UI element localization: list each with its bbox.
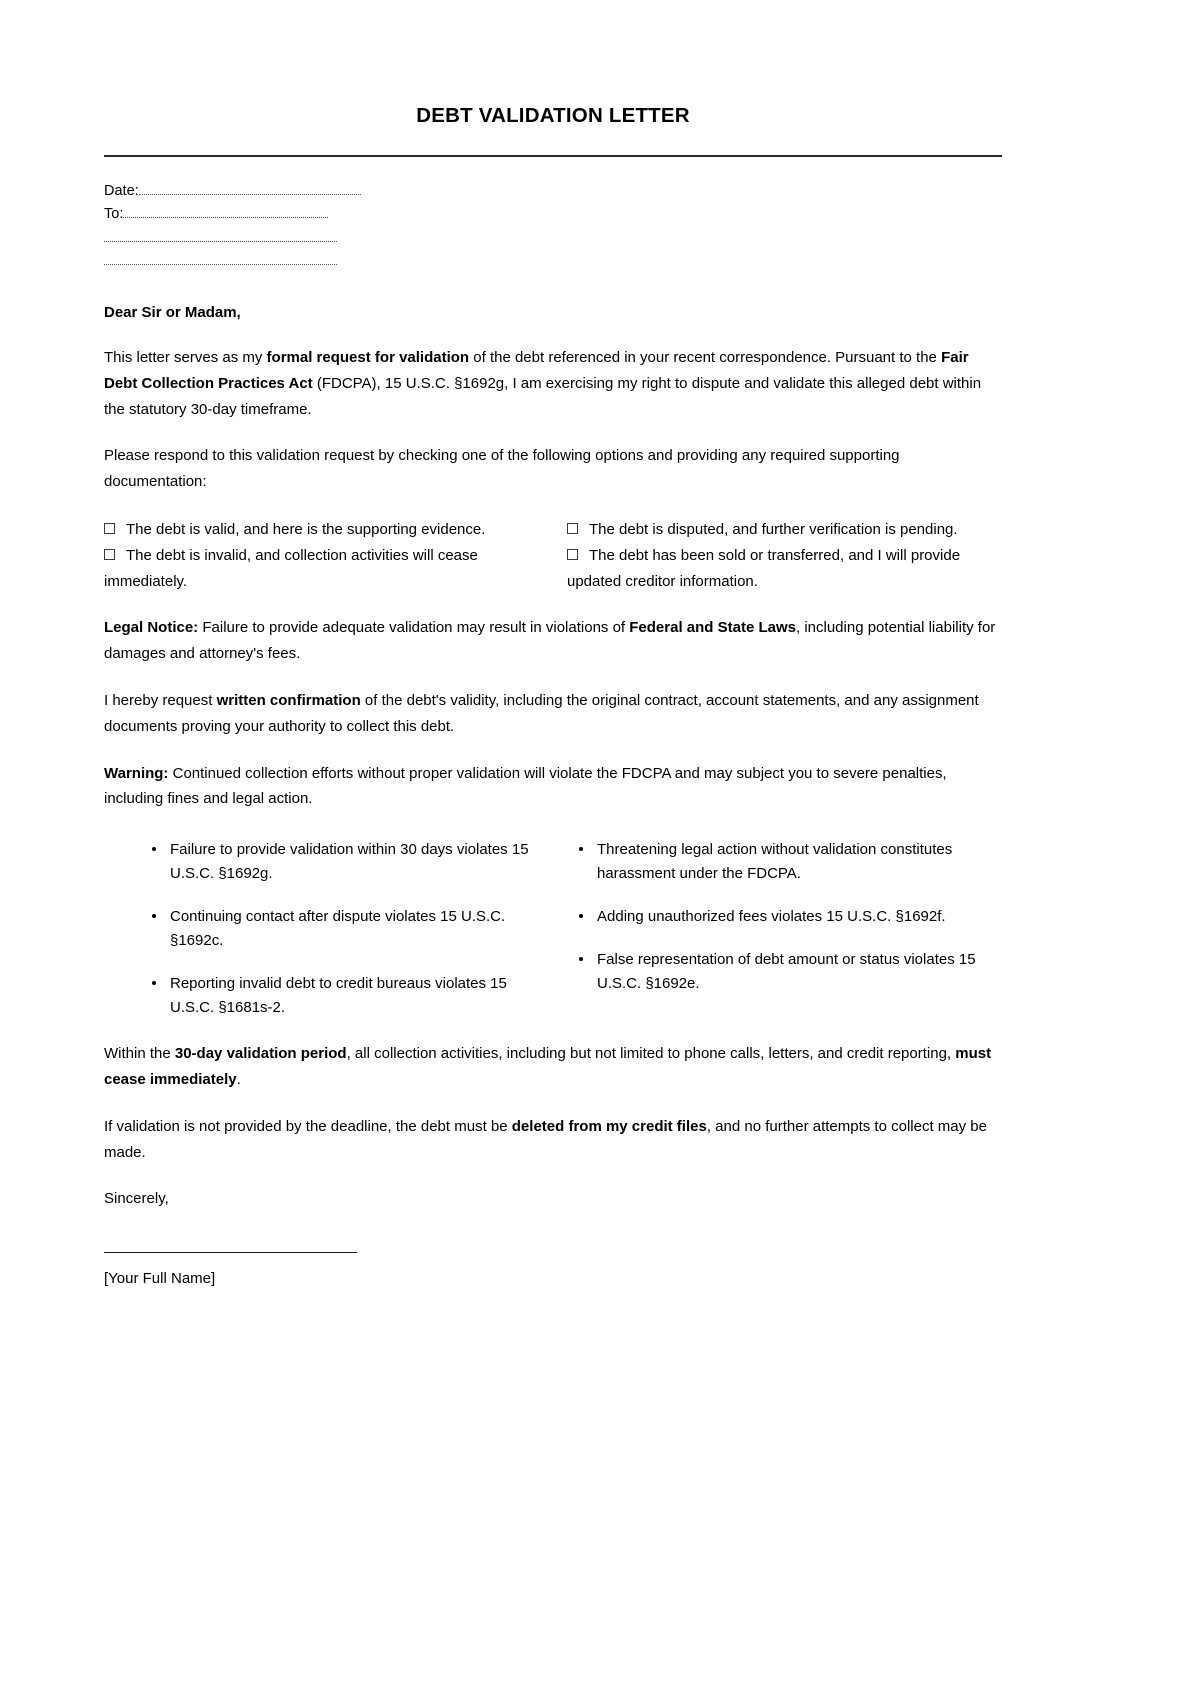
violations-column-left (104, 838, 553, 1020)
to-input-line[interactable] (123, 204, 328, 218)
legal-notice-label: Legal Notice: (104, 619, 199, 637)
legal-notice-text-2: , including potential liability for damages and attorney's fees. (104, 619, 996, 663)
closing-salutation: Sincerely, (104, 1190, 169, 1208)
signature-line[interactable] (104, 1252, 357, 1253)
within-text-3: . (236, 1070, 241, 1088)
deadline-paragraph (104, 1114, 1002, 1166)
option-label: The debt is disputed, and further verification is pending. (589, 521, 958, 539)
within-text-2: , all collection activities, including but not limited to phone calls, letters, and credit reporting, (346, 1045, 956, 1063)
violations-column-right (553, 838, 1002, 1020)
intro-text-2: of the debt referenced in your recent correspondence. Pursuant to the (469, 349, 942, 367)
checkbox-icon[interactable] (104, 523, 115, 534)
option-debt-valid[interactable] (104, 517, 553, 543)
letter-header-fields (104, 180, 1002, 274)
request-emphasis: written confirmation (216, 692, 361, 709)
option-debt-sold[interactable] (567, 543, 1002, 595)
violations-list-right (575, 838, 1002, 996)
written-confirmation-paragraph (104, 688, 1002, 740)
request-text-1: I hereby request (104, 692, 217, 709)
list-item: False representation of debt amount or status violates 15 U.S.C. §1692e. (575, 948, 1002, 996)
legal-notice-paragraph (104, 615, 1002, 667)
option-debt-disputed[interactable] (567, 517, 1002, 543)
intro-emphasis-2: Fair Debt Collection Practices Act (104, 349, 969, 392)
checkbox-icon[interactable] (567, 523, 578, 534)
deadline-text-2: , and no further attempts to collect may be made. (104, 1117, 987, 1161)
within-text-1: Within the (104, 1045, 175, 1063)
violations-grid (104, 838, 1002, 1020)
warning-text: Continued collection efforts without proper validation will violate the FDCPA and may subject you to severe penalties, including fines and legal action. (104, 764, 947, 808)
address-line-1-row (104, 227, 1002, 250)
address-line-2-row (104, 250, 1002, 273)
intro-text-3: (FDCPA), 15 U.S.C. §1692g, I am exercising my right to dispute and validate this alleged debt within the statutory 30-day timeframe. (104, 374, 982, 418)
list-item: Failure to provide validation within 30 days violates 15 U.S.C. §1692g. (148, 838, 553, 886)
address-input-line-2[interactable] (104, 251, 337, 265)
request-text-2: of the debt's validity, including the original contract, account statements, and any assignment documents proving your authority to collect this debt. (104, 692, 979, 735)
checkbox-icon[interactable] (104, 549, 115, 560)
legal-notice-text-1: Failure to provide adequate validation may result in violations of (198, 619, 630, 637)
option-debt-invalid[interactable] (104, 543, 553, 595)
legal-notice-emphasis: Federal and State Laws (629, 619, 796, 637)
list-item: Continuing contact after dispute violates 15 U.S.C. §1692c. (148, 905, 553, 953)
signature-name-placeholder: [Your Full Name] (104, 1270, 216, 1288)
response-options-grid (104, 517, 1002, 594)
warning-paragraph (104, 761, 1002, 813)
response-options-column-left (104, 517, 553, 594)
list-item: Reporting invalid debt to credit bureaus violates 15 U.S.C. §1681s-2. (148, 972, 553, 1020)
title-divider (104, 155, 1002, 157)
date-label: Date: (104, 182, 139, 199)
date-input-line[interactable] (139, 180, 361, 194)
page-title: DEBT VALIDATION LETTER (416, 104, 690, 127)
violations-list-left (148, 838, 553, 1020)
deadline-emphasis: deleted from my credit files (511, 1117, 707, 1135)
list-item: Threatening legal action without validation constitutes harassment under the FDCPA. (575, 838, 1002, 886)
intro-text-1: This letter serves as my (104, 349, 267, 367)
deadline-text-1: If validation is not provided by the deadline, the debt must be (104, 1117, 512, 1135)
date-field-row (104, 180, 1002, 203)
within-emphasis-1: 30-day validation period (174, 1045, 347, 1063)
to-label: To: (104, 206, 124, 223)
intro-emphasis-1: formal request for validation (266, 349, 470, 367)
response-options-column-right (553, 517, 1002, 594)
within-emphasis-2: must cease immediately (104, 1045, 992, 1088)
validation-period-paragraph (104, 1041, 1002, 1093)
intro-paragraph (104, 345, 1002, 422)
option-label: The debt has been sold or transferred, and I will provide updated creditor information. (567, 546, 961, 590)
recipient-field-row (104, 203, 1002, 226)
instruction-paragraph: Please respond to this validation request by checking one of the following options and providing any required supporting documentation: (104, 447, 900, 491)
letter-sheet (104, 0, 1002, 1291)
option-label: The debt is valid, and here is the supporting evidence. (126, 521, 486, 539)
list-item: Adding unauthorized fees violates 15 U.S.C. §1692f. (575, 905, 1002, 929)
address-input-line-1[interactable] (104, 227, 337, 241)
warning-label: Warning: (104, 764, 169, 782)
checkbox-icon[interactable] (567, 549, 578, 560)
option-label: The debt is invalid, and collection activities will cease immediately. (104, 546, 478, 590)
salutation: Dear Sir or Madam, (104, 303, 241, 321)
